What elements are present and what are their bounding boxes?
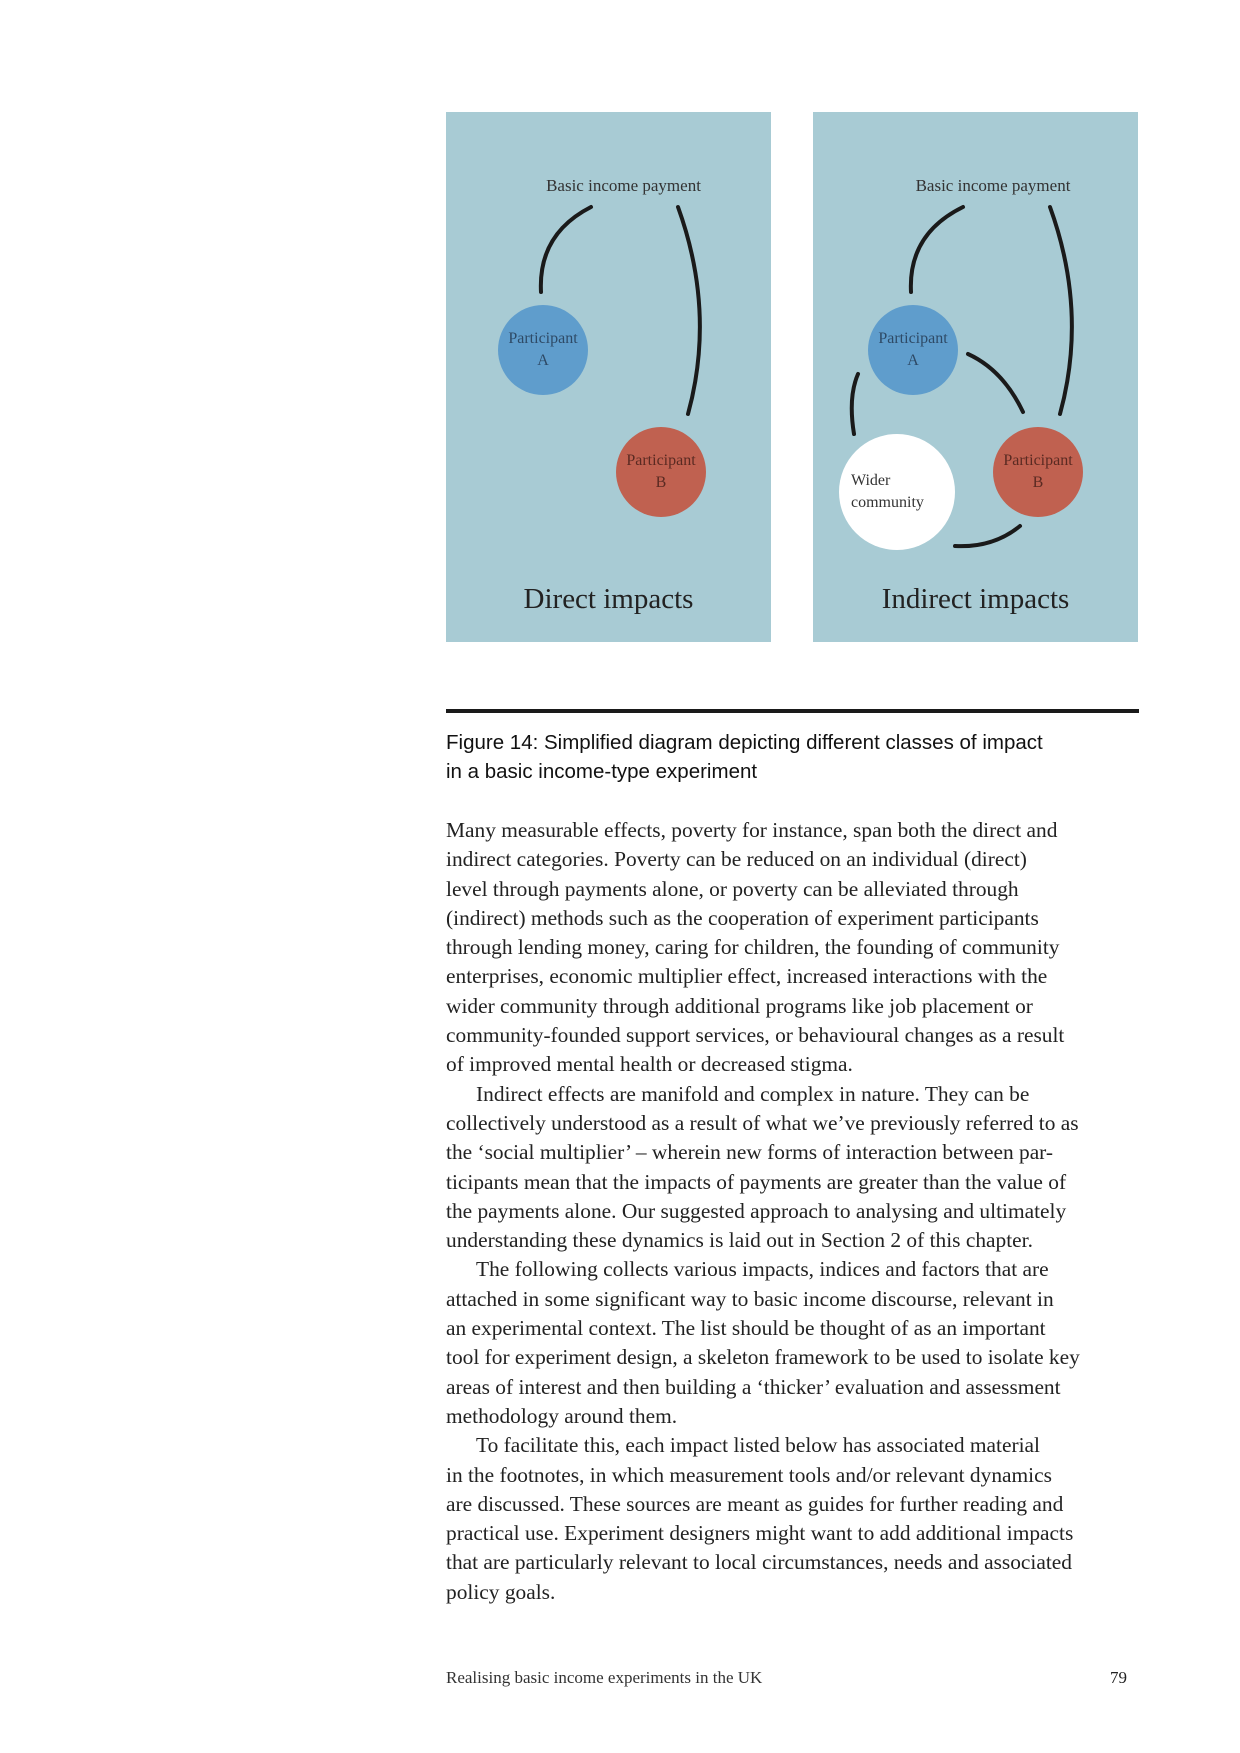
body-line: level through payments alone, or poverty can be alleviated through	[446, 876, 1019, 901]
wider-community-node	[839, 434, 955, 550]
body-line: are discussed. These sources are meant as guides for further reading and	[446, 1491, 1064, 1516]
body-line: attached in some significant way to basic income discourse, relevant in	[446, 1286, 1054, 1311]
arrow-payment-to-participant-a	[911, 207, 963, 292]
body-line: the payments alone. Our suggested approach to analysing and ultimately	[446, 1198, 1067, 1223]
arrow-payment-to-participant-b	[678, 207, 700, 414]
panel-title: Indirect impacts	[881, 583, 1070, 615]
body-text	[446, 816, 1146, 1607]
arrow-participant-a-to-community	[852, 374, 858, 434]
running-footer-title: Realising basic income experiments in the UK	[446, 1668, 763, 1687]
body-line: wider community through additional programs like job placement or	[446, 993, 1033, 1018]
body-line: areas of interest and then building a ‘thicker’ evaluation and assessment	[446, 1374, 1061, 1399]
body-line: that are particularly relevant to local circumstances, needs and associated	[446, 1550, 1072, 1575]
body-line: To facilitate this, each impact listed below has associated material	[476, 1433, 1040, 1458]
body-line: in the footnotes, in which measurement tools and/or relevant dynamics	[446, 1462, 1052, 1487]
indirect-impacts-panel	[813, 112, 1138, 642]
participant-a-label: Participant A	[878, 330, 948, 369]
arrow-participant-a-to-b	[968, 354, 1023, 412]
wider-community-label: Wider community	[851, 472, 924, 511]
arrow-payment-to-participant-a	[541, 207, 591, 292]
body-line: through lending money, caring for children, the founding of community	[446, 935, 1060, 960]
arrow-community-to-participant-b	[955, 526, 1020, 546]
participant-a-label: Participant A	[508, 330, 578, 369]
participant-b-label: Participant B	[1003, 452, 1073, 491]
participant-a-node	[868, 305, 958, 395]
body-line: community-founded support services, or behavioural changes as a result	[446, 1023, 1065, 1048]
body-line: collectively understood as a result of what we’ve previously referred to as	[446, 1110, 1079, 1135]
body-line: policy goals.	[446, 1579, 556, 1604]
body-line: indirect categories. Poverty can be reduced on an individual (direct)	[446, 847, 1027, 872]
caption-line-1: Figure 14: Simplified diagram depicting different classes of impact	[446, 731, 1043, 754]
body-line: ticipants mean that the impacts of payments are greater than the value of	[446, 1169, 1067, 1194]
body-line: understanding these dynamics is laid out in Section 2 of this chapter.	[446, 1228, 1033, 1253]
body-line: The following collects various impacts, indices and factors that are	[476, 1257, 1049, 1282]
body-line: the ‘social multiplier’ – wherein new forms of interaction between par-	[446, 1140, 1054, 1165]
body-line: (indirect) methods such as the cooperation of experiment participants	[446, 905, 1039, 930]
body-line: of improved mental health or decreased stigma.	[446, 1052, 853, 1077]
body-line: Many measurable effects, poverty for instance, span both the direct and	[446, 818, 1058, 842]
payment-label: Basic income payment	[546, 176, 701, 195]
body-line: tool for experiment design, a skeleton framework to be used to isolate key	[446, 1345, 1080, 1370]
figure-caption	[446, 728, 1146, 786]
caption-line-2: in a basic income-type experiment	[446, 760, 758, 783]
body-line: enterprises, economic multiplier effect, increased interactions with the	[446, 964, 1048, 989]
payment-label: Basic income payment	[915, 176, 1071, 195]
direct-impacts-panel	[446, 112, 771, 642]
participant-b-node	[616, 427, 706, 517]
participant-a-node	[498, 305, 588, 395]
body-line: an experimental context. The list should be thought of as an important	[446, 1316, 1046, 1341]
body-line: Indirect effects are manifold and complex in nature. They can be	[476, 1081, 1030, 1106]
panel-title: Direct impacts	[523, 583, 694, 615]
body-line: methodology around them.	[446, 1403, 678, 1428]
arrow-payment-to-participant-b	[1050, 207, 1072, 414]
participant-b-node	[993, 427, 1083, 517]
page-number: 79	[1110, 1668, 1127, 1687]
caption-rule	[446, 709, 1139, 713]
body-line: practical use. Experiment designers might want to add additional impacts	[446, 1521, 1074, 1546]
participant-b-label: Participant B	[626, 452, 696, 491]
